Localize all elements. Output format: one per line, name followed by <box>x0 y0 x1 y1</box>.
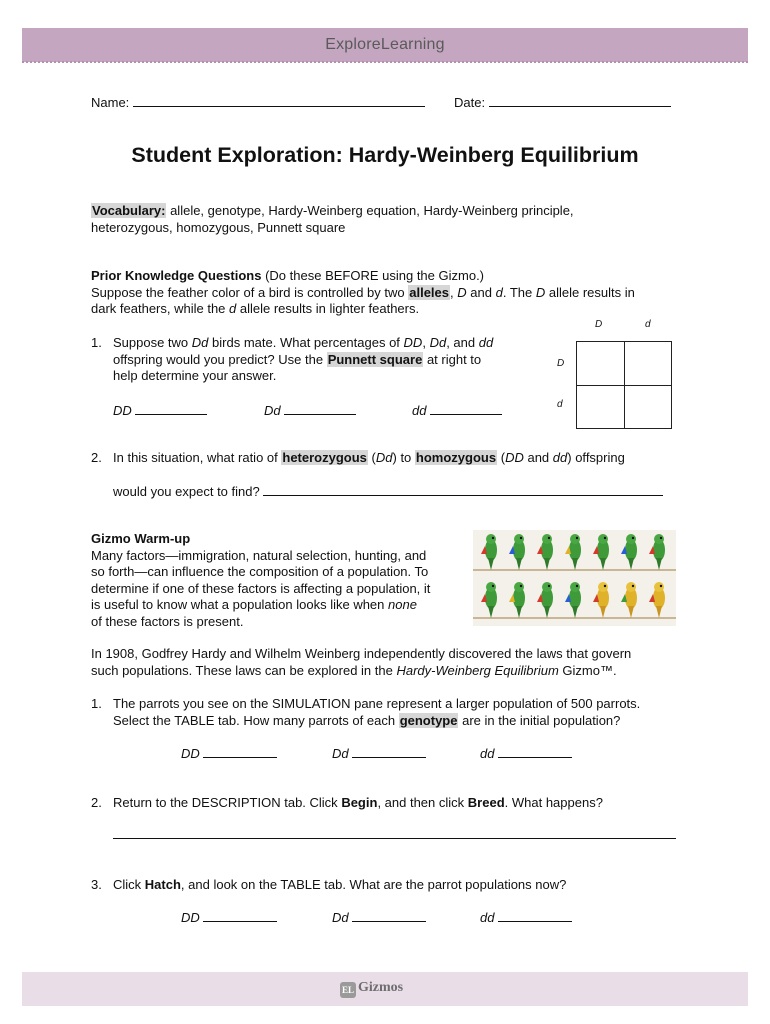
gizmo-name: Hardy-Weinberg Equilibrium <box>396 662 559 678</box>
answer-label: Dd <box>332 746 349 761</box>
prior-text: allele results in <box>548 284 635 300</box>
answer-dd[interactable] <box>412 402 502 418</box>
q-text: at right to <box>426 351 482 367</box>
q-text: birds mate. What percentages of <box>212 335 400 350</box>
genotype-term: genotype <box>399 712 458 728</box>
begin-term: Begin <box>341 795 378 810</box>
warmup-answer-DD[interactable] <box>181 745 277 761</box>
q-text: Click <box>113 877 142 892</box>
genotype-Dd: Dd <box>191 335 209 350</box>
gizmos-logo-icon: EL <box>340 982 356 998</box>
name-field[interactable] <box>91 94 425 110</box>
genotype-dd: dd <box>478 335 494 350</box>
q2-number: 2. <box>91 450 102 465</box>
answer-label: dd <box>480 746 495 761</box>
name-line[interactable] <box>133 94 425 107</box>
prior-text: and <box>470 284 492 300</box>
genotype-Dd: Dd <box>429 335 447 350</box>
answer-line[interactable] <box>135 402 207 415</box>
prior-text: dark feathers, while the <box>91 301 226 316</box>
warmup-question-1 <box>113 696 693 729</box>
warmup-q1-number: 1. <box>91 696 102 711</box>
genotype-dd: dd <box>552 450 568 465</box>
vocabulary <box>91 203 691 236</box>
warmup-answer-Dd[interactable] <box>332 745 426 761</box>
warmup-text: none <box>388 597 417 612</box>
vocabulary-text-2: heterozygous, homozygous, Punnett square <box>91 219 346 235</box>
answer-line[interactable] <box>498 909 572 922</box>
breed-term: Breed <box>467 795 505 810</box>
warmup-question-2 <box>113 795 693 812</box>
genotype-DD: DD <box>505 450 524 465</box>
name-label: Name: <box>91 95 130 110</box>
allele-d: d <box>229 301 237 316</box>
warmup-text: such populations. These laws can be explored in the <box>91 662 393 678</box>
warmup-question-3 <box>113 877 693 894</box>
prior-text: allele results in lighter feathers. <box>239 301 420 316</box>
q-text: would you expect to find? <box>113 484 260 499</box>
answer-label: DD <box>181 746 200 761</box>
q2-answer[interactable] <box>113 483 663 499</box>
q-text: In this situation, what ratio of <box>113 450 278 465</box>
answer-label: DD <box>113 403 132 418</box>
q1-number: 1. <box>91 335 102 350</box>
warmup-answer-dd[interactable] <box>480 745 572 761</box>
answer-line[interactable] <box>498 745 572 758</box>
warmup3-answer-dd[interactable] <box>480 909 572 925</box>
answer-line[interactable] <box>284 402 356 415</box>
q-text: offspring would you predict? Use the <box>113 351 324 367</box>
q-text: help determine your answer. <box>113 368 277 383</box>
vocabulary-label: Vocabulary: <box>92 203 166 218</box>
q-text: ) offspring <box>567 450 625 465</box>
punnett-top-d: d <box>645 319 651 330</box>
page-title: Student Exploration: Hardy-Weinberg Equilibrium <box>131 143 639 167</box>
allele-d: d <box>495 284 503 300</box>
hatch-term: Hatch <box>144 877 181 892</box>
q-text: , and then click <box>377 795 465 810</box>
alleles-term: alleles <box>409 284 450 300</box>
warmup-text: Gizmo™. <box>562 662 617 678</box>
warmup-q3-number: 3. <box>91 877 102 892</box>
punnett-left-D: D <box>557 358 565 369</box>
gizmos-logo <box>340 980 403 998</box>
warmup-text: so forth—can influence the composition of a population. To <box>91 564 429 579</box>
allele-D: D <box>535 284 546 300</box>
answer-DD[interactable] <box>113 402 207 418</box>
genotype-DD: DD <box>403 335 423 350</box>
punnett-top-D: D <box>595 319 603 330</box>
answer-line[interactable] <box>203 909 277 922</box>
q-text: . What happens? <box>504 795 603 810</box>
punnett-square[interactable] <box>576 341 672 429</box>
prior-heading: Prior Knowledge Questions <box>91 268 262 283</box>
parrot-population-image <box>473 530 676 626</box>
answer-line[interactable] <box>352 909 426 922</box>
q-text: ( <box>500 450 506 465</box>
answer-line[interactable] <box>263 483 663 496</box>
date-field[interactable] <box>454 94 671 110</box>
answer-line[interactable] <box>352 745 426 758</box>
genotype-Dd: Dd <box>375 450 393 465</box>
warmup-q2-number: 2. <box>91 795 102 810</box>
warmup-text: of these factors is present. <box>91 613 244 629</box>
vocabulary-text: allele, genotype, Hardy-Weinberg equation, Hardy-Weinberg principle, <box>170 203 574 218</box>
warmup3-answer-Dd[interactable] <box>332 909 426 925</box>
warmup-text: In 1908, Godfrey Hardy and Wilhelm Weinberg independently discovered the laws that govern <box>91 646 632 661</box>
warmup-q2-answer-line[interactable] <box>113 838 676 839</box>
answer-line[interactable] <box>430 402 502 415</box>
q-text: and <box>527 450 550 465</box>
warmup-intro <box>91 531 471 630</box>
answer-label: dd <box>480 910 495 925</box>
q-text: Select the TABLE tab. How many parrots of each <box>113 712 396 728</box>
q-text: ) to <box>392 450 412 465</box>
allele-D: D <box>457 284 467 300</box>
punnett-divider <box>577 385 671 386</box>
prior-text: . The <box>502 284 533 300</box>
q-text: ( <box>371 450 376 465</box>
q-text: Suppose two <box>113 335 189 350</box>
q-text: The parrots you see on the SIMULATION pane represent a larger population of 500 parrots. <box>113 696 641 711</box>
warmup-text: is useful to know what a population looks like when <box>91 597 385 612</box>
answer-label: dd <box>412 403 427 418</box>
q-text: Return to the DESCRIPTION tab. Click <box>113 795 338 810</box>
answer-Dd[interactable] <box>264 402 356 418</box>
brand-logo: ExploreLearning <box>325 36 445 53</box>
homozygous-term: homozygous <box>415 450 497 465</box>
q-text: , <box>422 335 426 350</box>
answer-line[interactable] <box>203 745 277 758</box>
heterozygous-term: heterozygous <box>282 450 367 465</box>
answer-label: DD <box>181 910 200 925</box>
prior-text: , <box>450 284 454 300</box>
warmup-history <box>91 646 691 679</box>
prior-text: Suppose the feather color of a bird is controlled by two <box>91 284 405 300</box>
prior-question-1 <box>113 335 543 385</box>
prior-knowledge <box>91 268 691 318</box>
date-line[interactable] <box>489 94 671 107</box>
warmup-text: Many factors—immigration, natural selection, hunting, and <box>91 547 427 563</box>
answer-label: Dd <box>332 910 349 925</box>
punnett-term: Punnett square <box>327 351 423 367</box>
q-text: , and look on the TABLE tab. What are the parrot populations now? <box>180 877 567 892</box>
prior-note: (Do these BEFORE using the Gizmo.) <box>265 268 485 283</box>
warmup-text: determine if one of these factors is affecting a population, it <box>91 580 431 596</box>
prior-question-2 <box>113 450 693 467</box>
gizmos-logo-text: Gizmos <box>358 980 404 995</box>
punnett-left-d: d <box>557 399 563 410</box>
answer-label: Dd <box>264 403 281 418</box>
warmup3-answer-DD[interactable] <box>181 909 277 925</box>
warmup-heading: Gizmo Warm-up <box>91 531 191 546</box>
date-label: Date: <box>454 95 486 110</box>
q-text: are in the initial population? <box>462 712 621 728</box>
q-text: , and <box>446 335 476 350</box>
